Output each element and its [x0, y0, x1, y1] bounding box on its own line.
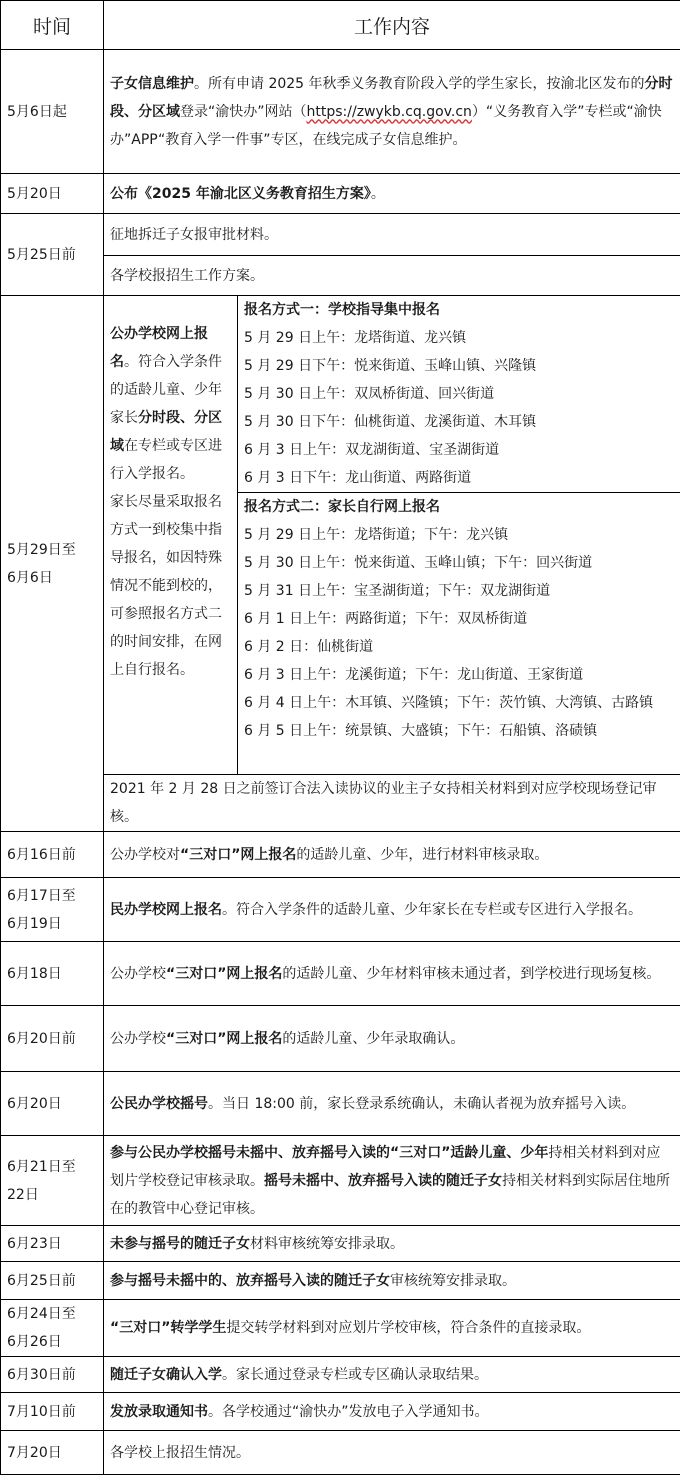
bold-text: 公办学校网上报名 — [110, 326, 208, 370]
time-line: 6月24日至 — [7, 1306, 76, 1322]
row-may6 — [1, 50, 680, 174]
time-cell — [1, 296, 104, 832]
method-one-title: 报名方式一：学校指导集中报名 — [244, 302, 440, 318]
method-one-line: 5 月 29 日下午：悦来街道、玉峰山镇、兴隆镇 — [244, 358, 537, 374]
bold-text: “三对口”网上报名 — [166, 1030, 283, 1047]
text: 公办学校 — [110, 965, 166, 982]
method-one-line: 5 月 29 日上午：龙塔街道、龙兴镇 — [244, 330, 467, 346]
method-two-line: 6 月 1 日上午：两路街道；下午：双凤桥街道 — [244, 611, 528, 627]
text: 的适龄儿童、少年录取确认。 — [282, 1030, 465, 1047]
text: 公办学校对 — [110, 846, 180, 863]
method-one-cell — [238, 296, 680, 493]
time-cell: 5月6日起 — [1, 50, 104, 174]
time-cell: 6月18日 — [1, 942, 104, 1006]
text: 。各学校通过“渝快办”发放电子入学通知书。 — [208, 1403, 489, 1420]
text: 的适龄儿童、少年材料审核未通过者，到学校进行现场复核。 — [282, 965, 661, 982]
time-line: 5月29日至 — [7, 541, 76, 558]
time-cell: 6月25日前 — [1, 1262, 104, 1300]
text: 持相关材料到实际居住地所在的教管中心登记审核。 — [110, 1172, 670, 1217]
bold-text: 未参与摇号的随迁子女 — [110, 1235, 250, 1252]
row-jun25 — [1, 1262, 680, 1300]
method-two-line: 6 月 4 日上午：木耳镇、兴隆镇；下午：茨竹镇、大湾镇、古路镇 — [244, 695, 654, 711]
header-content: 工作内容 — [104, 1, 680, 50]
text: 在专栏或专区进行入学报名。 — [110, 438, 222, 482]
method-one-line: 6 月 3 日上午：双龙湖街道、宝圣湖街道 — [244, 442, 500, 458]
text: ）“义务教育入学”专栏或“渝快办”APP“教育入学一件事”专区，在线完成子女信息维护。 — [110, 103, 662, 148]
method-two-line: 5 月 31 日上午：宝圣湖街道；下午：双龙湖街道 — [244, 583, 551, 599]
row-jun23 — [1, 1226, 680, 1262]
method-two-line: 6 月 3 日上午：龙溪街道；下午：龙山街道、王家街道 — [244, 667, 584, 683]
bold-text: 分时段、分区域 — [110, 75, 673, 120]
method-two-line: 5 月 30 日上午：悦来街道、玉峰山镇；下午：回兴街道 — [244, 555, 593, 571]
time-cell: 6月30日前 — [1, 1357, 104, 1393]
content-cell — [104, 174, 680, 214]
row-jun21 — [1, 1136, 680, 1226]
text: 材料审核统筹安排录取。 — [250, 1235, 404, 1252]
row-jun18 — [1, 942, 680, 1006]
row-may29-m1 — [1, 296, 680, 493]
content-cell — [104, 878, 680, 942]
text: 。所有申请 2025 年秋季义务教育阶段入学的学生家长，按渝北区发布的 — [194, 75, 645, 92]
bold-text: 子女信息维护 — [110, 75, 194, 92]
row-jun24 — [1, 1300, 680, 1357]
bold-text: “三对口”转学学生 — [110, 1320, 227, 1336]
content-cell: 各学校上报招生情况。 — [104, 1431, 680, 1475]
method-one-line: 5 月 30 日下午：仙桃街道、龙溪街道、木耳镇 — [244, 414, 537, 430]
method-one-line: 5 月 30 日上午：双凤桥街道、回兴街道 — [244, 386, 495, 402]
method-two-line: 6 月 5 日上午：统景镇、大盛镇；下午：石船镇、洛碛镇 — [244, 723, 598, 739]
text: 。符合入学条件的适龄儿童、少年家长 — [110, 354, 222, 426]
text: 公办学校 — [110, 1030, 166, 1047]
row-jul20 — [1, 1431, 680, 1475]
row-may25-a — [1, 214, 680, 256]
text: 。符合入学条件的适龄儿童、少年家长在专栏或专区进行入学报名。 — [222, 901, 642, 918]
bold-text: 摇号未摇中、放弃摇号入读的随迁子女 — [264, 1172, 502, 1189]
text: 登录“渝快办”网站（ — [180, 103, 307, 120]
content-cell: 征地拆迁子女报审批材料。 — [104, 214, 680, 256]
method-two-title: 报名方式二：家长自行网上报名 — [244, 499, 440, 515]
time-line: 6月19日 — [7, 915, 62, 932]
method-one-line: 6 月 3 日下午：龙山街道、两路街道 — [244, 470, 472, 486]
content-cell — [104, 1393, 680, 1431]
time-cell: 6月20日 — [1, 1072, 104, 1136]
bold-text: 参与摇号未摇中的、放弃摇号入读的随迁子女 — [110, 1272, 390, 1289]
row-jul10 — [1, 1393, 680, 1431]
content-cell: 各学校报招生工作方案。 — [104, 256, 680, 296]
row-jun16 — [1, 832, 680, 878]
content-cell — [104, 1136, 680, 1226]
bold-text: 公民办学校摇号 — [110, 1095, 208, 1112]
time-line: 6月26日 — [7, 1334, 62, 1350]
public-school-signup-cell — [104, 296, 238, 775]
text: 审核统筹安排录取。 — [390, 1272, 516, 1289]
time-cell: 7月20日 — [1, 1431, 104, 1475]
time-line: 6月17日至 — [7, 887, 76, 904]
row-jun30 — [1, 1357, 680, 1393]
text: 家长尽量采取报名方式一到校集中指导报名，如因特殊情况不能到校的，可参照报名方式二的时间安排，在网上自行报名。 — [110, 494, 222, 678]
bold-text: “三对口”网上报名 — [166, 965, 283, 982]
text: 。 — [370, 185, 385, 202]
text: 。家长通过登录专栏或专区确认录取结果。 — [222, 1366, 488, 1383]
text: 的适龄儿童、少年，进行材料审核录取。 — [296, 846, 549, 863]
time-line: 22日 — [7, 1186, 39, 1203]
bold-text: 发放录取通知书 — [110, 1403, 208, 1420]
content-cell: 2021 年 2 月 28 日之前签订合法入读协议的业主子女持相关材料到对应学校现场登记审核。 — [104, 775, 680, 832]
content-cell — [104, 50, 680, 174]
content-cell — [104, 1072, 680, 1136]
time-line: 6月6日 — [7, 569, 53, 586]
time-cell — [1, 1300, 104, 1357]
time-cell: 5月25日前 — [1, 214, 104, 296]
bold-text: 参与公民办学校摇号未摇中、放弃摇号入读的“三对口”适龄儿童、少年 — [110, 1144, 549, 1161]
bold-text: “三对口”网上报名 — [180, 846, 297, 863]
bold-text: 公布《2025 年渝北区义务教育招生方案》 — [110, 185, 371, 202]
time-line: 6月21日至 — [7, 1158, 76, 1175]
time-cell: 5月20日 — [1, 174, 104, 214]
time-cell: 6月16日前 — [1, 832, 104, 878]
text: 。当日 18:00 前，家长登录系统确认，未确认者视为放弃摇号入读。 — [208, 1095, 636, 1112]
content-cell — [104, 1262, 680, 1300]
content-cell — [104, 1226, 680, 1262]
header-row — [1, 1, 680, 50]
text: 提交转学材料到对应划片学校审核，符合条件的直接录取。 — [226, 1320, 591, 1336]
row-jun17 — [1, 878, 680, 942]
method-two-line: 5 月 29 日上午：龙塔街道；下午：龙兴镇 — [244, 527, 509, 543]
header-time: 时间 — [1, 1, 104, 50]
time-cell: 6月23日 — [1, 1226, 104, 1262]
content-cell — [104, 942, 680, 1006]
method-two-cell — [238, 493, 680, 775]
time-cell — [1, 878, 104, 942]
content-cell — [104, 1300, 680, 1357]
content-cell — [104, 1006, 680, 1072]
row-jun20-before — [1, 1006, 680, 1072]
content-cell — [104, 1357, 680, 1393]
time-cell: 6月20日前 — [1, 1006, 104, 1072]
time-cell: 7月10日前 — [1, 1393, 104, 1431]
row-jun20-lottery — [1, 1072, 680, 1136]
row-may20 — [1, 174, 680, 214]
time-cell — [1, 1136, 104, 1226]
bold-text: 民办学校网上报名 — [110, 901, 222, 918]
website-link[interactable]: https://zwykb.cq.gov.cn — [306, 103, 472, 120]
bold-text: 随迁子女确认入学 — [110, 1366, 222, 1383]
bold-text: 分时段、分区域 — [110, 410, 222, 454]
text: 持相关材料到对应划片学校登记审核录取。 — [110, 1144, 661, 1189]
method-two-line: 6 月 2 日：仙桃街道 — [244, 639, 374, 655]
content-cell — [104, 832, 680, 878]
